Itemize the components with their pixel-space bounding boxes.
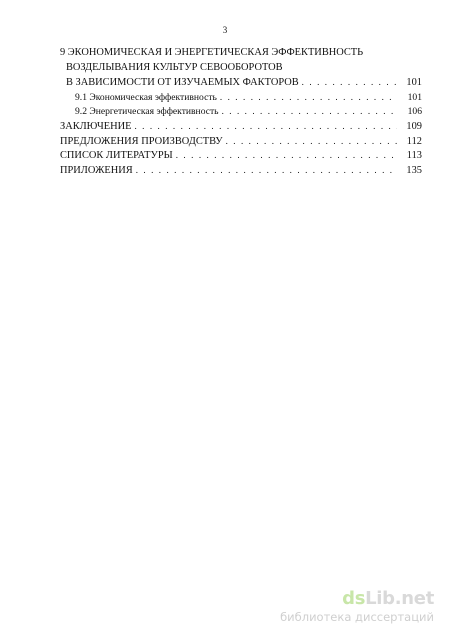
toc-chapter-9-title-line-1: 9 ЭКОНОМИЧЕСКАЯ И ЭНЕРГЕТИЧЕСКАЯ ЭФФЕКТИВНОСТЬ [60, 47, 364, 58]
dslib-logo-text [342, 590, 434, 608]
toc-entry-conclusion[interactable] [60, 119, 422, 134]
dot-leader [220, 90, 397, 105]
dot-leader [134, 119, 397, 134]
toc-entry-appendices[interactable] [60, 163, 422, 178]
toc-entry-label: ПРИЛОЖЕНИЯ [60, 164, 133, 176]
dslib-logo-suffix: Lib.net [365, 588, 434, 609]
toc-entry-page: 101 [407, 91, 422, 103]
toc-entry-label: ПРЕДЛОЖЕНИЯ ПРОИЗВОДСТВУ [60, 135, 223, 147]
toc-entry-label: СПИСОК ЛИТЕРАТУРЫ [60, 150, 173, 162]
dot-leader [176, 148, 397, 163]
toc-entry-9-1[interactable] [60, 90, 422, 105]
toc-chapter-9-title-line-2: ВОЗДЕЛЫВАНИЯ КУЛЬТУР СЕВООБОРОТОВ [66, 61, 283, 73]
dot-leader [302, 75, 397, 90]
toc-entry-page: 106 [407, 106, 422, 118]
toc-entry-proposals[interactable] [60, 134, 422, 149]
dot-leader [226, 134, 397, 149]
toc-entry-9-2[interactable] [60, 104, 422, 119]
toc-entry-page: 112 [406, 135, 422, 147]
page-number: 3 [222, 25, 228, 35]
toc-entry-page: 113 [406, 150, 422, 162]
toc-entry-page: 135 [406, 164, 422, 176]
toc-entry-label: 9.2 Энергетическая эффективность [75, 106, 219, 118]
dot-leader [222, 104, 397, 119]
dslib-watermark [280, 590, 434, 624]
dot-leader [136, 163, 397, 178]
table-of-contents [60, 46, 422, 177]
toc-entry-label: 9.1 Экономическая эффективность [75, 91, 217, 103]
dslib-logo-prefix: ds [342, 588, 366, 609]
toc-entry-label: В ЗАВИСИМОСТИ ОТ ИЗУЧАЕМЫХ ФАКТОРОВ [66, 77, 299, 89]
dslib-logo [280, 590, 434, 608]
toc-entry-literature[interactable] [60, 148, 422, 163]
toc-entry-chapter-9[interactable] [60, 75, 422, 90]
toc-entry-label: ЗАКЛЮЧЕНИЕ [60, 120, 132, 132]
toc-entry-page: 109 [406, 120, 422, 132]
dslib-caption: библиотека диссертаций [280, 610, 434, 624]
toc-entry-page: 101 [406, 77, 422, 89]
